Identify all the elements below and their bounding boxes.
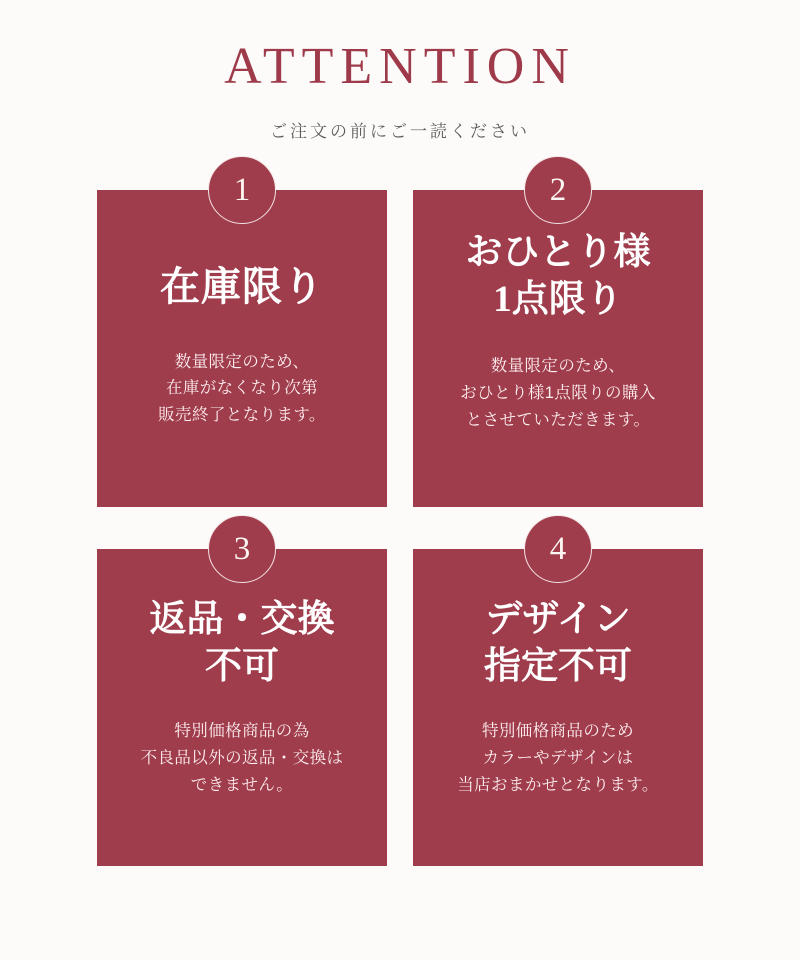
card-heading-line: デザイン <box>485 599 631 641</box>
notice-card-grid <box>97 172 703 866</box>
card-heading <box>413 597 703 690</box>
notice-card-3 <box>97 531 387 866</box>
card-body-line: 特別価格商品の為 <box>174 722 310 741</box>
page-header <box>0 0 800 142</box>
card-number-badge: 3 <box>208 515 276 583</box>
card-body-line: 在庫がなくなり次第 <box>165 379 319 398</box>
card-body-line: 当店おまかせとなります。 <box>457 775 659 794</box>
card-body <box>97 718 387 798</box>
card-body-line: カラーやデザインは <box>482 749 634 768</box>
page-title: ATTENTION <box>224 38 576 95</box>
card-heading <box>97 262 387 312</box>
card-number-badge: 1 <box>208 156 276 224</box>
card-body-line: おひとり様1点限りの購入 <box>460 384 656 403</box>
card-body-line: 特別価格商品のため <box>481 722 635 741</box>
card-heading-line: 指定不可 <box>484 645 632 687</box>
card-number-badge: 2 <box>524 156 592 224</box>
card-body-line: 数量限定のため、 <box>174 352 310 371</box>
card-body-line: できません。 <box>190 775 294 794</box>
card-body-line: 不良品以外の返品・交換は <box>140 749 344 768</box>
card-body-line: 数量限定のため、 <box>490 357 626 376</box>
card-heading <box>97 597 387 690</box>
notice-card-1 <box>97 172 387 507</box>
card-heading-line: おひとり様 <box>465 232 651 274</box>
card-body-line: 販売終了となります。 <box>158 406 326 425</box>
card-body <box>413 353 703 433</box>
card-heading-line: 1点限り <box>493 278 623 320</box>
card-heading-line: 在庫限り <box>160 264 324 310</box>
card-heading <box>413 230 703 323</box>
card-number-badge: 4 <box>524 515 592 583</box>
card-body-line: とさせていただきます。 <box>465 410 651 429</box>
page-subtitle: ご注文の前にご一読ください <box>270 122 530 142</box>
card-body <box>97 349 387 429</box>
card-body <box>413 718 703 798</box>
card-heading-line: 返品・交換 <box>149 599 335 641</box>
notice-card-4 <box>413 531 703 866</box>
card-heading-line: 不可 <box>205 645 279 687</box>
notice-card-2 <box>413 172 703 507</box>
